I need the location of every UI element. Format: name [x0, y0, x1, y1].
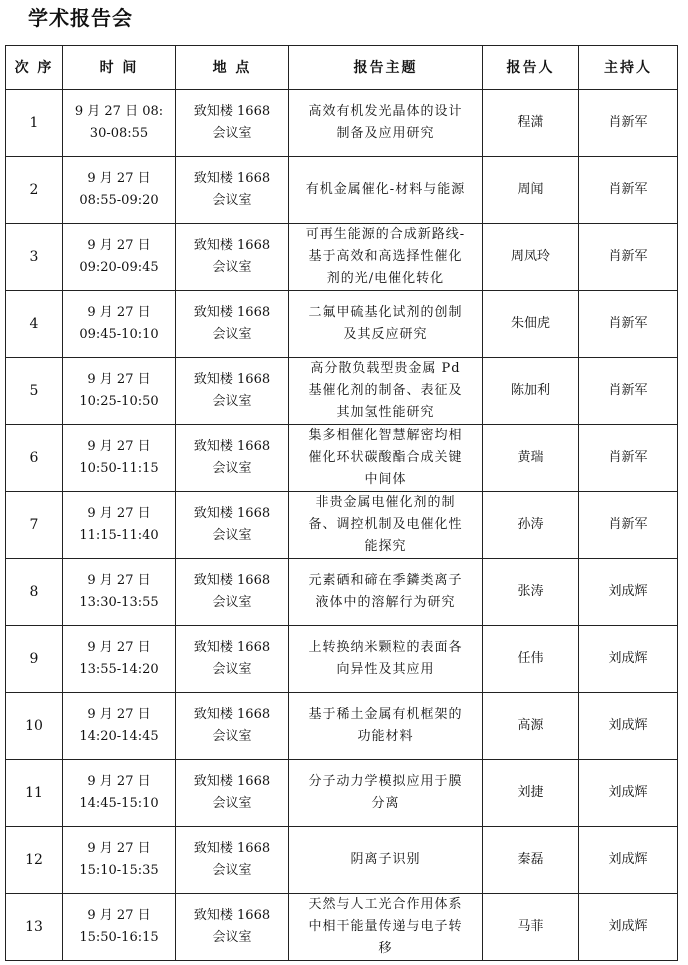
cell-time: [63, 157, 176, 224]
cell-idx-text: 1: [29, 115, 39, 131]
cell-time-text: 30-08:55: [89, 126, 149, 141]
cell-place-text: 致知楼 1668: [193, 707, 271, 722]
cell-idx-text: 5: [29, 383, 39, 399]
cell-place: [176, 894, 289, 961]
header-idx: 次 序: [6, 46, 63, 90]
cell-host-text: 肖新军: [608, 182, 648, 197]
cell-time-text: 9 月 27 日: [87, 372, 151, 387]
cell-time-text: 09:45-10:10: [79, 327, 159, 342]
cell-time: [63, 559, 176, 626]
cell-topic: [289, 760, 483, 827]
cell-host: [579, 894, 678, 961]
cell-place-text: 致知楼 1668: [193, 573, 271, 588]
cell-speaker-text: 张涛: [517, 584, 544, 599]
cell-time-text: 08:55-09:20: [79, 193, 159, 208]
cell-time-text: 9 月 27 日: [87, 171, 151, 186]
cell-host-text: 刘成辉: [608, 718, 648, 733]
cell-idx-text: 11: [25, 785, 43, 801]
cell-host: [579, 626, 678, 693]
cell-place-text: 会议室: [212, 729, 252, 744]
cell-speaker: [483, 894, 579, 961]
cell-place: [176, 760, 289, 827]
cell-idx: [6, 760, 63, 827]
cell-idx: [6, 693, 63, 760]
cell-place-text: 会议室: [212, 327, 252, 342]
cell-speaker-text: 朱佃虎: [510, 316, 550, 331]
cell-host: [579, 157, 678, 224]
cell-speaker-text: 孙涛: [517, 517, 544, 532]
header-topic: 报告主题: [289, 46, 483, 90]
cell-time: [63, 693, 176, 760]
cell-time-text: 10:25-10:50: [79, 394, 159, 409]
cell-idx: [6, 559, 63, 626]
cell-idx-text: 2: [29, 182, 39, 198]
table-row: [6, 90, 678, 157]
cell-topic: [289, 291, 483, 358]
cell-idx-text: 6: [29, 450, 39, 466]
cell-place-text: 致知楼 1668: [193, 841, 271, 856]
cell-time: [63, 626, 176, 693]
cell-place-text: 会议室: [212, 595, 252, 610]
cell-time-text: 9 月 27 日 08:: [74, 104, 164, 119]
cell-host: [579, 827, 678, 894]
table-row: [6, 626, 678, 693]
cell-speaker: [483, 224, 579, 291]
cell-idx: [6, 827, 63, 894]
cell-idx-text: 7: [29, 517, 39, 533]
cell-speaker-text: 高源: [517, 718, 544, 733]
cell-topic-text: 分子动力学模拟应用于膜分离: [308, 774, 463, 811]
cell-place: [176, 626, 289, 693]
cell-place-text: 会议室: [212, 260, 252, 275]
cell-idx-text: 13: [25, 919, 43, 935]
cell-speaker-text: 刘捷: [517, 785, 544, 800]
cell-time-text: 9 月 27 日: [87, 640, 151, 655]
cell-place-text: 致知楼 1668: [193, 238, 271, 253]
cell-host: [579, 693, 678, 760]
cell-host-text: 刘成辉: [608, 785, 648, 800]
cell-host-text: 刘成辉: [608, 919, 648, 934]
table-row: [6, 291, 678, 358]
cell-topic: [289, 358, 483, 425]
cell-idx-text: 4: [29, 316, 39, 332]
header-time: 时 间: [63, 46, 176, 90]
cell-topic-text: 高效有机发光晶体的设计制备及应用研究: [308, 104, 463, 141]
cell-speaker: [483, 90, 579, 157]
cell-time: [63, 492, 176, 559]
cell-time-text: 15:50-16:15: [79, 930, 159, 945]
cell-speaker: [483, 827, 579, 894]
cell-place-text: 会议室: [212, 528, 252, 543]
cell-time-text: 13:55-14:20: [79, 662, 159, 677]
cell-host: [579, 425, 678, 492]
cell-place: [176, 358, 289, 425]
header-place: 地 点: [176, 46, 289, 90]
table-row: [6, 157, 678, 224]
cell-idx: [6, 157, 63, 224]
cell-place: [176, 157, 289, 224]
table-row: [6, 693, 678, 760]
cell-topic-text: 高分散负载型贵金属 Pd 基催化剂的制备、表征及其加氢性能研究: [308, 361, 463, 420]
cell-idx: [6, 492, 63, 559]
cell-speaker: [483, 760, 579, 827]
cell-host-text: 刘成辉: [608, 852, 648, 867]
cell-place-text: 会议室: [212, 193, 252, 208]
cell-place-text: 致知楼 1668: [193, 774, 271, 789]
cell-topic-text: 天然与人工光合作用体系中相干能量传递与电子转移: [308, 897, 463, 956]
cell-time-text: 14:45-15:10: [79, 796, 159, 811]
cell-place-text: 致知楼 1668: [193, 640, 271, 655]
cell-topic: [289, 827, 483, 894]
cell-topic-text: 有机金属催化-材料与能源: [305, 182, 466, 197]
cell-place-text: 致知楼 1668: [193, 439, 271, 454]
cell-time-text: 9 月 27 日: [87, 573, 151, 588]
cell-topic: [289, 157, 483, 224]
cell-time-text: 9 月 27 日: [87, 305, 151, 320]
cell-time-text: 9 月 27 日: [87, 238, 151, 253]
cell-idx: [6, 425, 63, 492]
cell-idx: [6, 358, 63, 425]
cell-time: [63, 224, 176, 291]
cell-host: [579, 760, 678, 827]
cell-place: [176, 827, 289, 894]
cell-time: [63, 90, 176, 157]
cell-time: [63, 358, 176, 425]
cell-host-text: 肖新军: [608, 517, 648, 532]
header-host: 主持人: [579, 46, 678, 90]
cell-idx-text: 10: [25, 718, 43, 734]
cell-place-text: 会议室: [212, 930, 252, 945]
cell-speaker-text: 周凤玲: [510, 249, 550, 264]
table-row: [6, 492, 678, 559]
cell-host: [579, 492, 678, 559]
cell-topic: [289, 559, 483, 626]
cell-time-text: 9 月 27 日: [87, 774, 151, 789]
cell-speaker: [483, 492, 579, 559]
cell-place-text: 会议室: [212, 394, 252, 409]
table-row: [6, 224, 678, 291]
cell-topic-text: 可再生能源的合成新路线-基于高效和高选择性催化剂的光/电催化转化: [305, 227, 466, 286]
cell-host-text: 刘成辉: [608, 651, 648, 666]
cell-idx-text: 12: [25, 852, 43, 868]
cell-topic-text: 二氟甲硫基化试剂的创制及其反应研究: [308, 305, 463, 342]
cell-time-text: 9 月 27 日: [87, 908, 151, 923]
cell-topic-text: 基于稀土金属有机框架的功能材料: [308, 707, 463, 744]
cell-speaker-text: 程潇: [517, 115, 544, 130]
cell-topic: [289, 693, 483, 760]
cell-speaker-text: 任伟: [517, 651, 544, 666]
cell-topic-text: 元素硒和碲在季鏻类离子液体中的溶解行为研究: [308, 573, 463, 610]
table-row: [6, 827, 678, 894]
cell-time: [63, 425, 176, 492]
cell-place-text: 会议室: [212, 662, 252, 677]
cell-topic-text: 阴离子识别: [350, 852, 421, 867]
table-row: [6, 358, 678, 425]
schedule-table: [5, 45, 678, 961]
cell-time-text: 9 月 27 日: [87, 841, 151, 856]
cell-time-text: 09:20-09:45: [79, 260, 159, 275]
cell-idx-text: 9: [29, 651, 39, 667]
cell-place-text: 致知楼 1668: [193, 305, 271, 320]
cell-time-text: 11:15-11:40: [79, 528, 159, 543]
cell-place-text: 致知楼 1668: [193, 908, 271, 923]
cell-host-text: 肖新军: [608, 316, 648, 331]
cell-host-text: 肖新军: [608, 115, 648, 130]
cell-topic-text: 非贵金属电催化剂的制备、调控机制及电催化性能探究: [308, 495, 463, 554]
cell-speaker: [483, 425, 579, 492]
cell-place: [176, 224, 289, 291]
table-row: [6, 894, 678, 961]
cell-place: [176, 492, 289, 559]
cell-idx: [6, 291, 63, 358]
cell-time-text: 10:50-11:15: [79, 461, 159, 476]
header-speaker: 报告人: [483, 46, 579, 90]
cell-speaker-text: 黄瑞: [517, 450, 544, 465]
cell-idx: [6, 894, 63, 961]
table-row: [6, 760, 678, 827]
table-row: [6, 425, 678, 492]
cell-place: [176, 291, 289, 358]
cell-time-text: 9 月 27 日: [87, 439, 151, 454]
cell-place: [176, 693, 289, 760]
cell-host-text: 肖新军: [608, 450, 648, 465]
cell-place-text: 致知楼 1668: [193, 372, 271, 387]
cell-host: [579, 291, 678, 358]
cell-time-text: 15:10-15:35: [79, 863, 159, 878]
cell-topic: [289, 224, 483, 291]
cell-time: [63, 827, 176, 894]
cell-speaker-text: 马菲: [517, 919, 544, 934]
cell-place-text: 会议室: [212, 796, 252, 811]
cell-idx: [6, 90, 63, 157]
cell-speaker: [483, 157, 579, 224]
cell-speaker-text: 秦磊: [517, 852, 544, 867]
cell-host: [579, 90, 678, 157]
cell-speaker: [483, 626, 579, 693]
cell-place-text: 会议室: [212, 461, 252, 476]
cell-time-text: 13:30-13:55: [79, 595, 159, 610]
cell-speaker: [483, 693, 579, 760]
cell-speaker: [483, 358, 579, 425]
page-title: 学术报告会: [28, 6, 133, 30]
cell-topic-text: 集多相催化智慧解密均相催化环状碳酸酯合成关键中间体: [308, 428, 463, 487]
cell-time-text: 9 月 27 日: [87, 707, 151, 722]
cell-topic: [289, 90, 483, 157]
cell-time-text: 9 月 27 日: [87, 506, 151, 521]
cell-host-text: 肖新军: [608, 249, 648, 264]
cell-topic-text: 上转换纳米颗粒的表面各向异性及其应用: [308, 640, 463, 677]
cell-time: [63, 894, 176, 961]
cell-idx-text: 8: [29, 584, 39, 600]
cell-place: [176, 425, 289, 492]
table-row: [6, 559, 678, 626]
cell-host: [579, 358, 678, 425]
cell-topic: [289, 894, 483, 961]
cell-place-text: 会议室: [212, 863, 252, 878]
cell-idx: [6, 626, 63, 693]
cell-speaker-text: 陈加利: [510, 383, 550, 398]
cell-place: [176, 90, 289, 157]
cell-time: [63, 760, 176, 827]
cell-idx-text: 3: [29, 249, 39, 265]
cell-place: [176, 559, 289, 626]
cell-topic: [289, 492, 483, 559]
cell-host: [579, 559, 678, 626]
cell-speaker: [483, 559, 579, 626]
cell-speaker-text: 周闻: [517, 182, 544, 197]
cell-idx: [6, 224, 63, 291]
cell-place-text: 会议室: [212, 126, 252, 141]
cell-topic: [289, 626, 483, 693]
cell-topic: [289, 425, 483, 492]
cell-host-text: 肖新军: [608, 383, 648, 398]
cell-place-text: 致知楼 1668: [193, 506, 271, 521]
cell-time: [63, 291, 176, 358]
cell-place-text: 致知楼 1668: [193, 171, 271, 186]
header-row: [6, 46, 678, 90]
cell-place-text: 致知楼 1668: [193, 104, 271, 119]
cell-host: [579, 224, 678, 291]
cell-speaker: [483, 291, 579, 358]
cell-host-text: 刘成辉: [608, 584, 648, 599]
cell-time-text: 14:20-14:45: [79, 729, 159, 744]
